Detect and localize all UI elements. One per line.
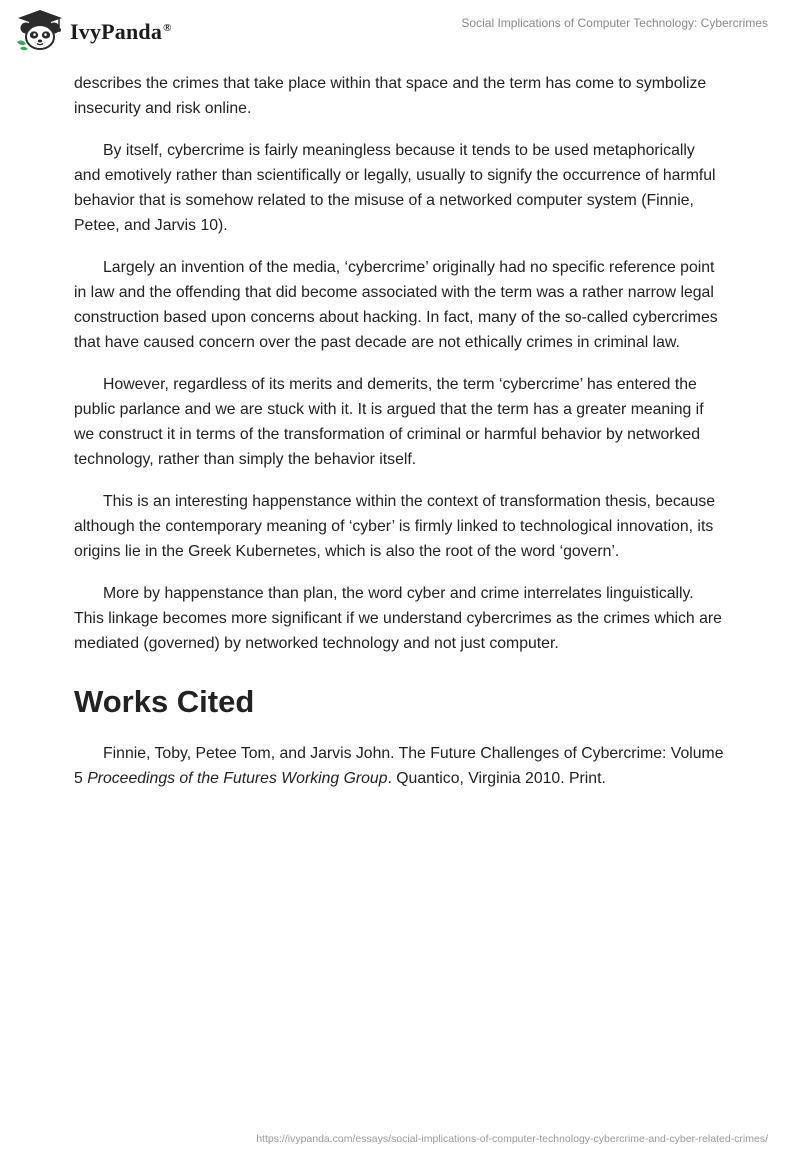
citation-entry: Finnie, Toby, Petee Tom, and Jarvis John. The Future Challenges of Cybercrime: Volume 5 Proceedings of the Futures Working Group. Quantico, Virginia 2010. Print. [74,745,724,787]
paragraph-4: However, regardless of its merits and demerits, the term ‘cybercrime’ has entered the public parlance and we are stuck with it. It is argued that the term has a greater meaning if we construct it in terms of the transformation of criminal or harmful behavior by networked technology, rather than simply the behavior itself. [74,376,704,468]
paragraph-2: By itself, cybercrime is fairly meaningless because it tends to be used metaphorically and emotively rather than scientifically or legally, usually to signify the occurrence of harmful behavior that is somehow related to the misuse of a networked computer system (Finnie, Petee, and Jarvis 10). [74,142,716,234]
essay-content [74,71,724,808]
paragraph-3: Largely an invention of the media, ‘cybercrime’ originally had no specific reference point in law and the offending that did become associated with the term was a rather narrow legal construction based upon concerns about hacking. In fact, many of the so-called cybercrimes that have caused concern over the past decade are not ethically crimes in criminal law. [74,259,718,351]
page-header [0,0,800,60]
logo-wordmark: IvyPanda® [70,19,172,44]
panda-graduate-icon [14,8,66,52]
ivypanda-logo[interactable] [14,8,172,52]
paragraph-6: More by happenstance than plan, the word cyber and crime interrelates linguistically. This linkage becomes more significant if we understand cybercrimes as the crimes which are mediated (governed) by networked technology and not just computer. [74,585,722,652]
citation-title: Proceedings of the Futures Working Group [87,770,388,787]
paragraph-5: This is an interesting happenstance within the context of transformation thesis, because although the contemporary meaning of ‘cyber’ is firmly linked to technological innovation, its origins lie in the Greek Kubernetes, which is also the root of the word ‘govern’. [74,493,716,560]
paragraph-1: describes the crimes that take place within that space and the term has come to symbolize insecurity and risk online. [74,75,707,117]
source-url[interactable]: https://ivypanda.com/essays/social-implications-of-computer-technology-cybercrime-and-cyber-related-crimes/ [256,1133,768,1145]
running-title: Social Implications of Computer Technology: Cybercrimes [461,16,768,30]
works-cited-heading: Works Cited [74,684,255,719]
